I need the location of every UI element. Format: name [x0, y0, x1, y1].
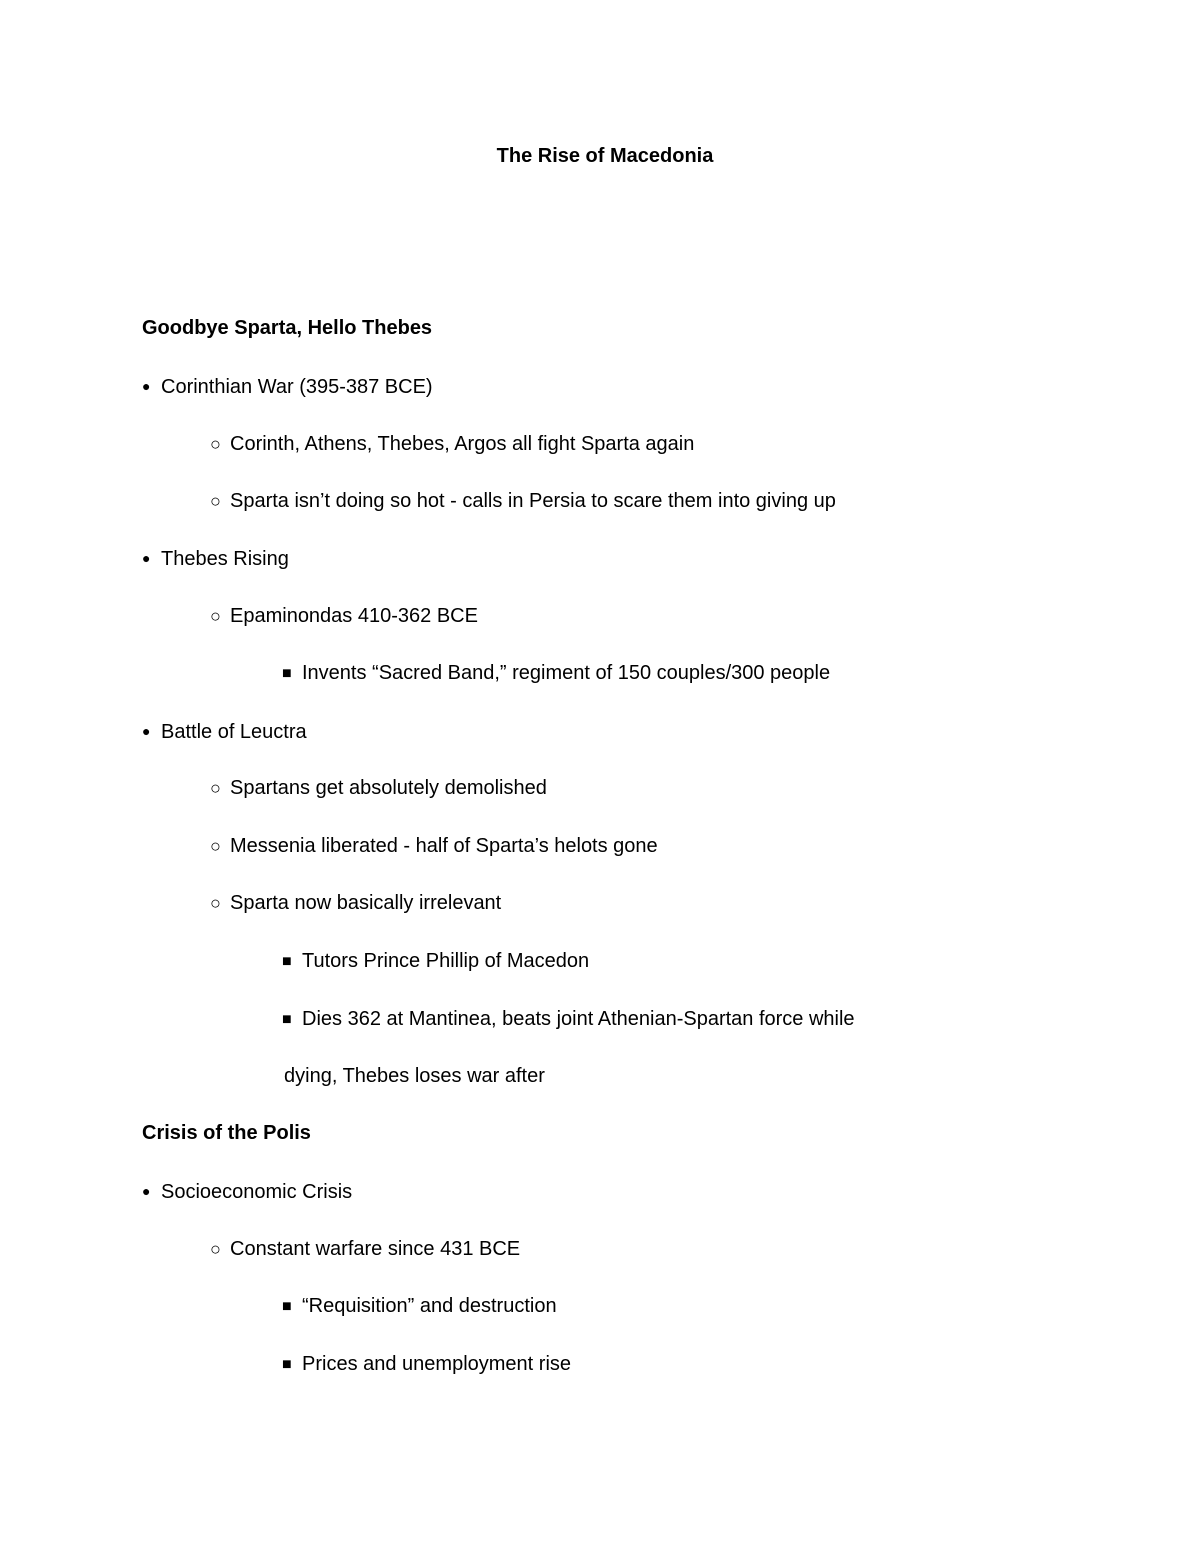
sub-sub-bullet-text: Invents “Sacred Band,” regiment of 150 couples/300 people [302, 662, 831, 684]
bullet-marker: ● [142, 378, 151, 394]
bullet-text: Thebes Rising [161, 548, 289, 570]
sub-sub-bullet-item [282, 1352, 571, 1377]
section-heading: Crisis of the Polis [142, 1122, 311, 1144]
bullet-text: Battle of Leuctra [161, 721, 307, 743]
continuation-text: dying, Thebes loses war after [284, 1065, 545, 1087]
bullet-text: Corinthian War (395-387 BCE) [161, 376, 433, 398]
sub-bullet-item [210, 891, 501, 915]
sub-sub-bullet-text: Prices and unemployment rise [302, 1353, 572, 1375]
bullet-marker: ● [142, 550, 151, 566]
bullet-item [142, 546, 289, 571]
bullet-marker: ● [142, 1183, 151, 1199]
sub-bullet-marker: ○ [210, 778, 221, 798]
document-title: The Rise of Macedonia [496, 145, 714, 167]
sub-sub-bullet-marker: ■ [282, 1298, 292, 1315]
sub-bullet-marker: ○ [210, 1239, 221, 1259]
sub-bullet-text: Constant warfare since 431 BCE [230, 1238, 521, 1260]
sub-bullet-text: Sparta isn’t doing so hot - calls in Persia to scare them into giving up [230, 490, 836, 512]
bullet-item [142, 374, 433, 399]
sub-bullet-text: Corinth, Athens, Thebes, Argos all fight Sparta again [230, 433, 695, 455]
sub-sub-bullet-marker: ■ [282, 1356, 292, 1373]
sub-bullet-text: Epaminondas 410-362 BCE [230, 605, 478, 627]
sub-sub-bullet-text: “Requisition” and destruction [302, 1295, 557, 1317]
sub-bullet-text: Spartans get absolutely demolished [230, 777, 547, 799]
section-heading: Goodbye Sparta, Hello Thebes [142, 317, 433, 339]
sub-sub-bullet-marker: ■ [282, 1011, 292, 1028]
sub-bullet-marker: ○ [210, 491, 221, 511]
sub-bullet-text: Messenia liberated - half of Sparta’s helots gone [230, 835, 658, 857]
sub-bullet-marker: ○ [210, 893, 221, 913]
sub-sub-bullet-marker: ■ [282, 953, 292, 970]
sub-sub-bullet-item [282, 1007, 855, 1032]
sub-sub-bullet-item [282, 949, 589, 974]
sub-sub-bullet-item [282, 1294, 557, 1319]
sub-bullet-marker: ○ [210, 836, 221, 856]
sub-bullet-marker: ○ [210, 434, 221, 454]
sub-sub-bullet-item [282, 661, 830, 686]
bullet-item [142, 719, 307, 744]
bullet-text: Socioeconomic Crisis [161, 1181, 353, 1203]
sub-sub-bullet-text: Dies 362 at Mantinea, beats joint Athenian-Spartan force while [302, 1008, 855, 1030]
sub-bullet-marker: ○ [210, 606, 221, 626]
sub-bullet-text: Sparta now basically irrelevant [230, 892, 502, 914]
sub-bullet-item [210, 489, 836, 513]
sub-sub-bullet-text: Tutors Prince Phillip of Macedon [302, 950, 590, 972]
sub-bullet-item [210, 604, 478, 628]
sub-bullet-item [210, 776, 547, 800]
bullet-item [142, 1179, 352, 1204]
sub-sub-bullet-marker: ■ [282, 665, 292, 682]
sub-bullet-item [210, 1237, 520, 1261]
bullet-marker: ● [142, 723, 151, 739]
sub-bullet-item [210, 834, 658, 858]
sub-bullet-item [210, 432, 694, 456]
